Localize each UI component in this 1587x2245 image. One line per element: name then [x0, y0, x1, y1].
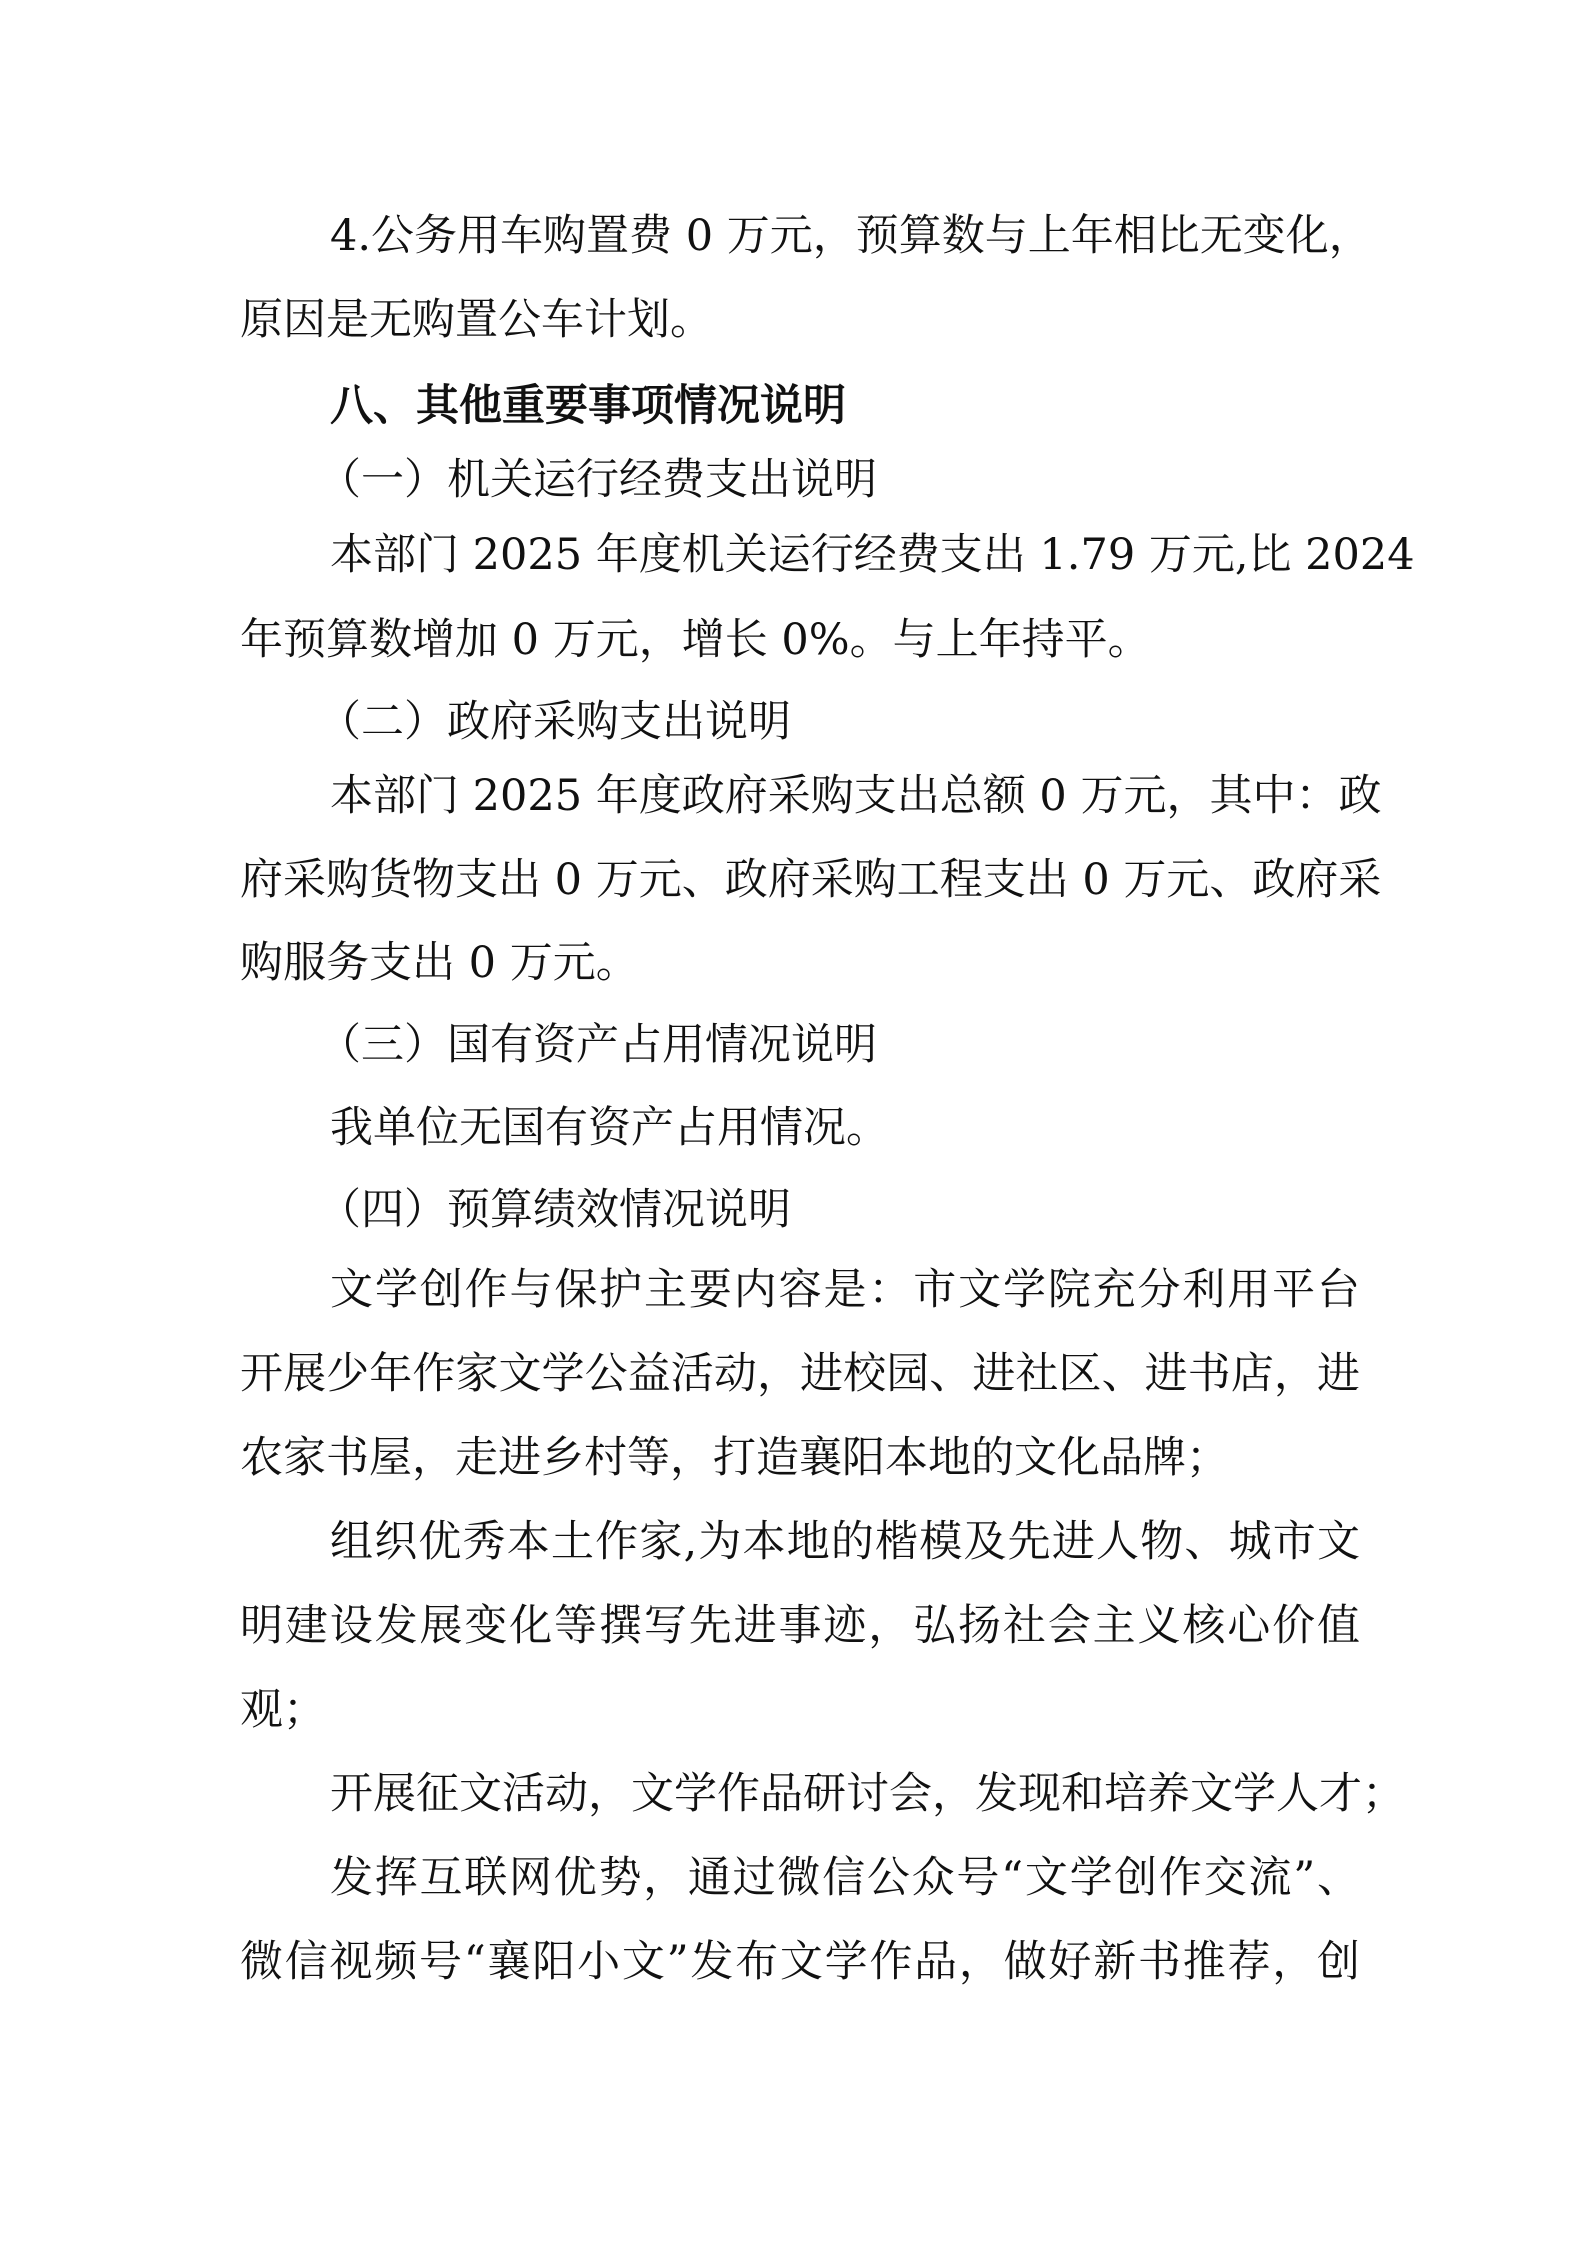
paragraph-line: 开展少年作家文学公益活动，进校园、进社区、进书店，进	[240, 1349, 1360, 1399]
paragraph-line: 原因是无购置公车计划。	[240, 295, 713, 345]
paragraph-line: 年预算数增加 0 万元，增长 0%。与上年持平。	[240, 615, 1151, 665]
paragraph-line: 府采购货物支出 0 万元、政府采购工程支出 0 万元、政府采	[240, 855, 1382, 905]
subsection-heading: （一）机关运行经费支出说明	[318, 455, 877, 505]
paragraph-line: 购服务支出 0 万元。	[240, 938, 639, 988]
paragraph-line: 发挥互联网优势，通过微信公众号“文学创作交流”、	[330, 1853, 1360, 1903]
paragraph-line: 观；	[240, 1685, 326, 1735]
paragraph-line: 本部门 2025 年度机关运行经费支出 1.79 万元,比 2024	[330, 530, 1415, 580]
paragraph-line: 微信视频号“襄阳小文”发布文学作品，做好新书推荐，创	[240, 1937, 1360, 1987]
paragraph-line: 文学创作与保护主要内容是：市文学院充分利用平台	[330, 1265, 1360, 1315]
paragraph-line: 组织优秀本土作家,为本地的楷模及先进人物、城市文	[330, 1517, 1360, 1567]
subsection-heading: （四）预算绩效情况说明	[318, 1185, 791, 1235]
paragraph-line: 农家书屋，走进乡村等，打造襄阳本地的文化品牌；	[240, 1433, 1229, 1483]
subsection-heading: （三）国有资产占用情况说明	[318, 1020, 877, 1070]
paragraph-line: 本部门 2025 年度政府采购支出总额 0 万元，其中：政	[330, 771, 1382, 821]
paragraph-line: 4.公务用车购置费 0 万元，预算数与上年相比无变化，	[330, 211, 1372, 261]
section-heading: 八、其他重要事项情况说明	[330, 381, 846, 431]
paragraph-line: 明建设发展变化等撰写先进事迹，弘扬社会主义核心价值	[240, 1601, 1360, 1651]
subsection-heading: （二）政府采购支出说明	[318, 697, 791, 747]
paragraph-line: 开展征文活动，文学作品研讨会，发现和培养文学人才；	[330, 1769, 1405, 1819]
paragraph-line: 我单位无国有资产占用情况。	[330, 1103, 889, 1153]
